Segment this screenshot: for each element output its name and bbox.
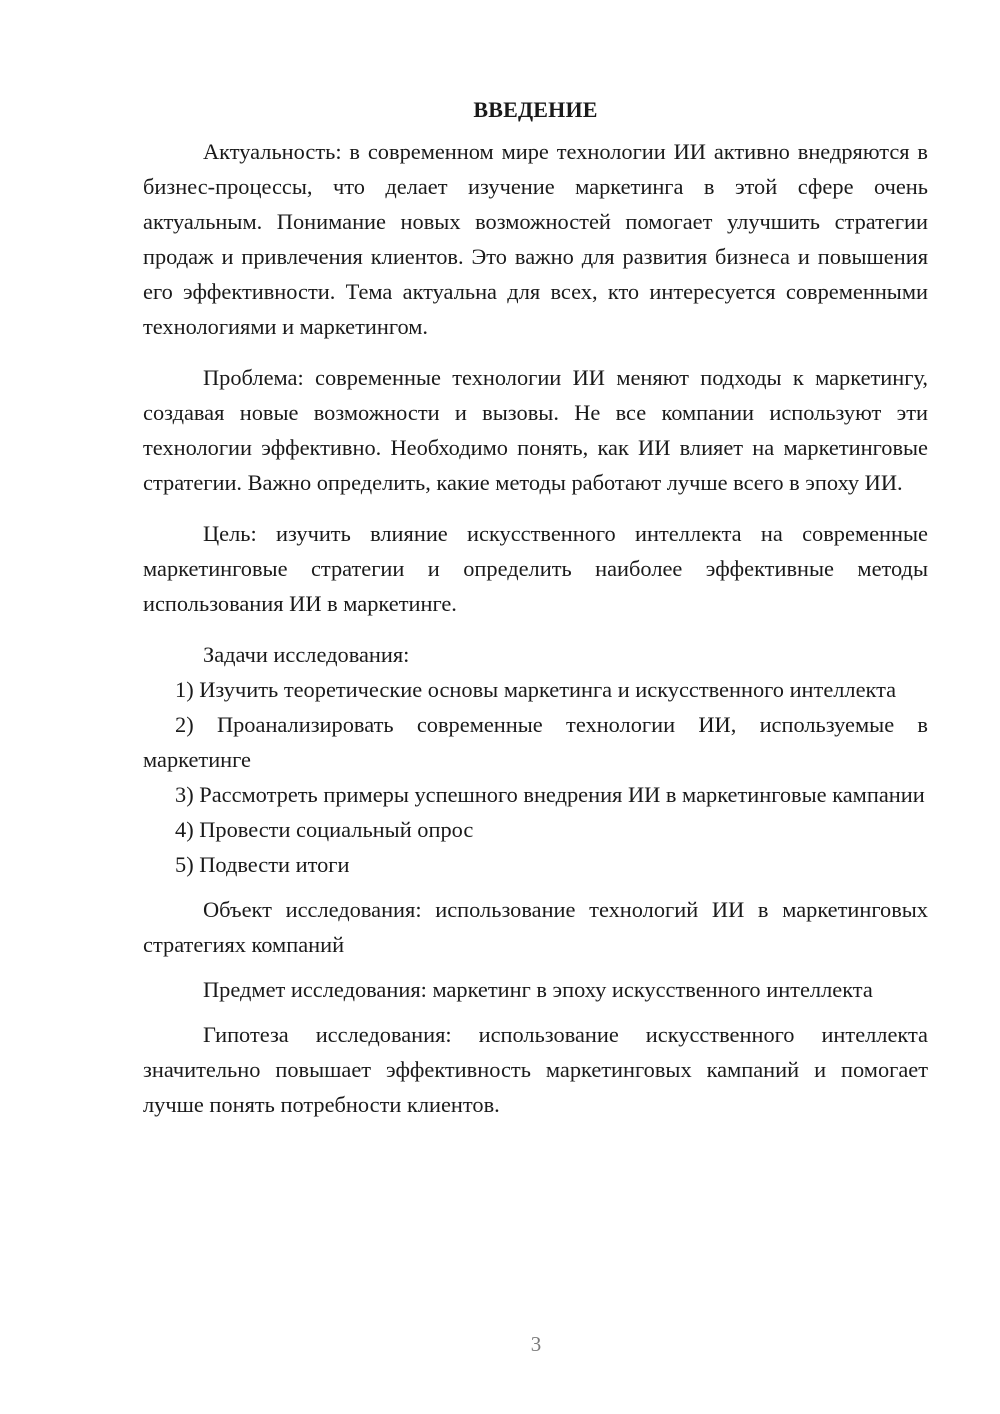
task-item-3: 3) Рассмотреть примеры успешного внедрения ИИ в маркетинговые кампании bbox=[175, 782, 925, 807]
task-item-1: 1) Изучить теоретические основы маркетинга и искусственного интеллекта bbox=[175, 677, 897, 702]
page-number: 3 bbox=[530, 1332, 542, 1356]
hypothesis-paragraph: Гипотеза исследования: использование искусственного интеллекта значительно повышает эффективность маркетинговых кампаний и помогает лучше понять потребности клиентов. bbox=[143, 1022, 928, 1117]
relevance-paragraph: Актуальность: в современном мире технологии ИИ активно внедряются в бизнес-процессы, что делает изучение маркетинга в этой сфере очень актуальным. Понимание новых возможностей помогает улучшить стратегии продаж и привлечения клиентов. Это важно для развития бизнеса и повышения его эффективности. Тема актуальна для всех, кто интересуется современными технологиями и маркетингом. bbox=[143, 139, 928, 339]
task-item-4: 4) Провести социальный опрос bbox=[175, 817, 474, 842]
page-title: ВВЕДЕНИЕ bbox=[473, 97, 598, 122]
task-item-2: 2) Проанализировать современные технологии ИИ, используемые в маркетинге bbox=[143, 712, 928, 772]
subject-paragraph: Предмет исследования: маркетинг в эпоху искусственного интеллекта bbox=[203, 977, 873, 1002]
goal-paragraph: Цель: изучить влияние искусственного интеллекта на современные маркетинговые стратегии и определить наиболее эффективные методы использования ИИ в маркетинге. bbox=[143, 521, 928, 616]
document-page bbox=[143, 92, 928, 1122]
task-item-5: 5) Подвести итоги bbox=[175, 852, 350, 877]
problem-paragraph: Проблема: современные технологии ИИ меняют подходы к маркетингу, создавая новые возможности и вызовы. Не все компании используют эти технологии эффективно. Необходимо понять, как ИИ влияет на маркетинговые стратегии. Важно определить, какие методы работают лучше всего в эпоху ИИ. bbox=[143, 365, 928, 495]
object-paragraph: Объект исследования: использование технологий ИИ в маркетинговых стратегиях компаний bbox=[143, 897, 928, 957]
tasks-heading: Задачи исследования: bbox=[203, 642, 410, 667]
